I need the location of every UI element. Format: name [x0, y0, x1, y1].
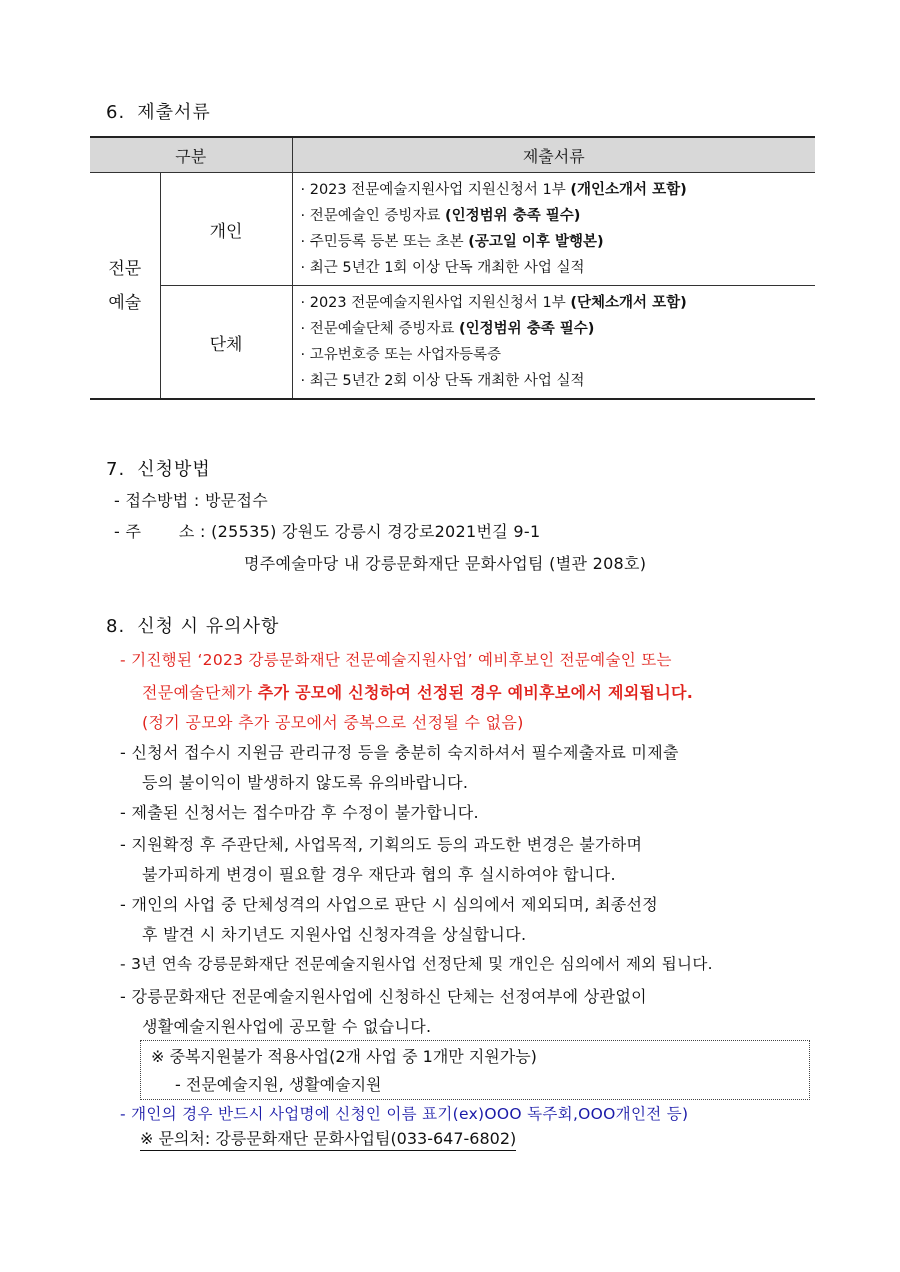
notice-line-1: ※ 중복지원불가 적용사업(2개 사업 중 1개만 지원가능) — [151, 1047, 537, 1066]
section-6-title: 제출서류 — [137, 102, 211, 123]
note-reserve-line-3: (정기 공모와 추가 공모에서 중복으로 선정될 수 없음) — [142, 713, 524, 732]
section-8-number: 8. — [106, 616, 126, 637]
address-line-2: 명주예술마당 내 강릉문화재단 문화사업팀 (별관 208호) — [244, 554, 647, 573]
doc-item: · 2023 전문예술지원사업 지원신청서 1부 (단체소개서 포함) — [300, 295, 687, 311]
notice-line-2: - 전문예술지원, 생활예술지원 — [175, 1075, 382, 1094]
submission-documents-table — [90, 136, 815, 400]
doc-item: · 전문예술단체 증빙자료 (인정범위 충족 필수) — [300, 321, 595, 337]
section-7-heading — [106, 455, 211, 481]
duplicate-support-notice-box — [140, 1040, 810, 1100]
contact-info: ※ 문의처: 강릉문화재단 문화사업팀(033-647-6802) — [140, 1128, 516, 1151]
type-cell-individual: 개인 — [160, 173, 292, 286]
section-7-number: 7. — [106, 459, 126, 480]
note-line-bold: - 3년 연속 강릉문화재단 전문예술지원사업 선정단체 및 개인은 심의에서 제외 됩니다. — [120, 955, 713, 973]
docs-cell-individual — [292, 173, 815, 286]
doc-item: · 최근 5년간 2회 이상 단독 개최한 사업 실적 — [300, 373, 585, 389]
type-cell-group: 단체 — [160, 286, 292, 400]
table-row — [90, 173, 815, 286]
table-row — [90, 286, 815, 400]
note-line: 후 발견 시 차기년도 지원사업 신청자격을 상실합니다. — [142, 925, 527, 944]
address-line-1: - 주 소 : (25535) 강원도 강릉시 경강로2021번길 9-1 — [114, 522, 541, 541]
section-8-title: 신청 시 유의사항 — [137, 616, 280, 637]
docs-cell-group — [292, 286, 815, 400]
name-notation-note: - 개인의 경우 반드시 사업명에 신청인 이름 표기(ex)OOO 독주회,OOO개인전 등) — [120, 1105, 689, 1123]
note-line: - 제출된 신청서는 접수마감 후 수정이 불가합니다. — [120, 803, 479, 822]
doc-item: · 2023 전문예술지원사업 지원신청서 1부 (개인소개서 포함) — [300, 182, 687, 198]
doc-item: · 전문예술인 증빙자료 (인정범위 충족 필수) — [300, 208, 581, 224]
section-6-number: 6. — [106, 102, 126, 123]
doc-item: · 고유번호증 또는 사업자등록증 — [300, 347, 502, 363]
note-line: - 개인의 사업 중 단체성격의 사업으로 판단 시 심의에서 제외되며, 최종선정 — [120, 895, 658, 914]
section-6-heading — [106, 98, 211, 124]
note-line: 생활예술지원사업에 공모할 수 없습니다. — [142, 1017, 432, 1036]
submission-method: - 접수방법 : 방문접수 — [114, 491, 268, 510]
note-line: - 강릉문화재단 전문예술지원사업에 신청하신 단체는 선정여부에 상관없이 — [120, 987, 647, 1006]
table-header-category: 구분 — [90, 137, 292, 173]
note-line: 불가피하게 변경이 필요할 경우 재단과 협의 후 실시하여야 합니다. — [142, 865, 616, 884]
note-line: 등의 불이익이 발생하지 않도록 유의바랍니다. — [142, 773, 469, 792]
section-8-heading — [106, 612, 279, 638]
doc-item: · 최근 5년간 1회 이상 단독 개최한 사업 실적 — [300, 260, 585, 276]
note-reserve-line-1: - 기진행된 ‘2023 강릉문화재단 전문예술지원사업’ 예비후보인 전문예술인 또는 — [120, 651, 672, 669]
category-label: 전문 예술 — [108, 258, 142, 313]
note-reserve-line-2: 전문예술단체가 추가 공모에 신청하여 선정된 경우 예비후보에서 제외됩니다. — [142, 683, 694, 702]
doc-item: · 주민등록 등본 또는 초본 (공고일 이후 발행본) — [300, 234, 604, 250]
note-line: - 지원확정 후 주관단체, 사업목적, 기획의도 등의 과도한 변경은 불가하며 — [120, 835, 643, 854]
category-cell — [90, 173, 160, 400]
note-line: - 신청서 접수시 지원금 관리규정 등을 충분히 숙지하셔서 필수제출자료 미제출 — [120, 743, 679, 762]
table-header-docs: 제출서류 — [292, 137, 815, 173]
section-7-title: 신청방법 — [137, 459, 211, 480]
